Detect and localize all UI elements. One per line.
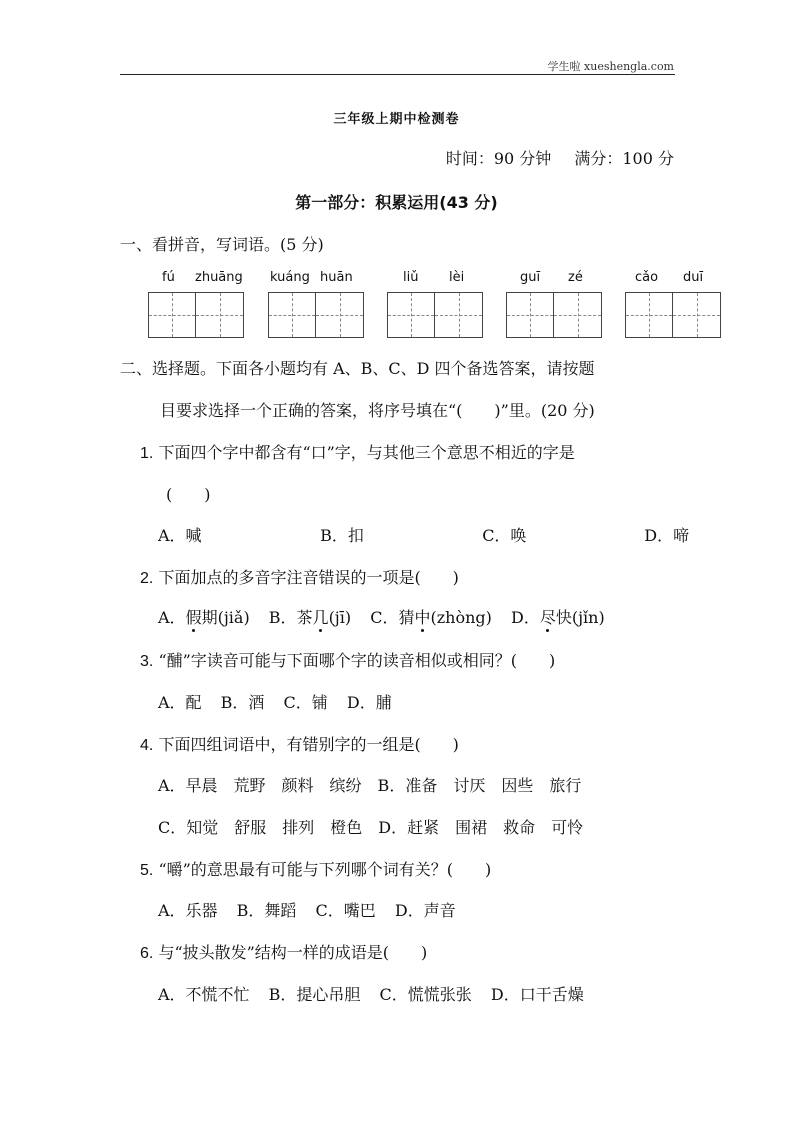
- question-3: [140, 648, 555, 671]
- option-d[interactable]: D．口干舌燥: [490, 985, 584, 1004]
- question-5: [140, 857, 491, 880]
- dotted-char: 几: [313, 605, 329, 628]
- option-c[interactable]: C．唤: [482, 526, 527, 545]
- question-text: 与“披头散发”结构一样的成语是( ): [158, 943, 428, 962]
- option-text: (zhòng): [430, 608, 492, 627]
- question-number: 2.: [140, 570, 154, 587]
- section-title: 一、看拼音，写词语。(5 分): [120, 235, 324, 254]
- option-text: 快(jǐn): [555, 608, 605, 627]
- pinyin-label: zé: [568, 270, 583, 285]
- option-d[interactable]: D．声音: [394, 901, 456, 920]
- option-b[interactable]: B．提心吊胆: [268, 985, 361, 1004]
- option-c[interactable]: C．嘴巴: [315, 901, 376, 920]
- question-number: 5.: [140, 862, 154, 879]
- writing-box[interactable]: [435, 292, 483, 338]
- pinyin-label: lèi: [449, 270, 465, 285]
- answer-blank[interactable]: ( ): [166, 485, 211, 504]
- option-a[interactable]: A．喊: [158, 526, 202, 545]
- pinyin-label: cǎo: [635, 270, 659, 285]
- option-text: 期(jiǎ): [201, 608, 250, 627]
- options-row: [158, 982, 584, 1005]
- question-number: 3.: [140, 653, 154, 670]
- writing-box[interactable]: [316, 292, 364, 338]
- dotted-char: 尽: [540, 605, 556, 628]
- options-row[interactable]: C．知觉 舒服 排列 橙色 D．赶紧 围裙 救命 可怜: [158, 818, 584, 837]
- option-b[interactable]: B．酒: [220, 693, 265, 712]
- pinyin-label: duī: [683, 270, 704, 285]
- option-a[interactable]: A．乐器: [158, 901, 218, 920]
- exam-score: 满分：100 分: [574, 149, 674, 168]
- option-d[interactable]: D．啼: [644, 526, 690, 545]
- writing-box[interactable]: [268, 292, 316, 338]
- options-row[interactable]: A．早晨 荒野 颜料 缤纷 B．准备 讨厌 因些 旅行: [158, 776, 582, 795]
- question-number: 4.: [140, 737, 154, 754]
- option-b[interactable]: B．舞蹈: [236, 901, 297, 920]
- question-text: 下面加点的多音字注音错误的一项是( ): [158, 568, 459, 587]
- option-a[interactable]: [158, 605, 250, 628]
- pinyin-label: guī: [520, 270, 541, 285]
- option-label: A．: [158, 608, 186, 627]
- option-c[interactable]: C．铺: [283, 693, 328, 712]
- option-label: B．茶: [268, 608, 313, 627]
- section-title-continued: 目要求选择一个正确的答案，将序号填在“( )”里。(20 分): [160, 401, 595, 420]
- option-b[interactable]: [269, 605, 351, 628]
- option-b[interactable]: B．扣: [320, 526, 364, 545]
- pinyin-label: kuáng: [270, 270, 310, 285]
- question-text: “嚼”的意思最有可能与下列哪个词有关？( ): [158, 860, 492, 879]
- question-number: 1.: [140, 445, 154, 462]
- pinyin-label: huān: [320, 270, 353, 285]
- writing-box[interactable]: [506, 292, 554, 338]
- writing-box[interactable]: [148, 292, 196, 338]
- option-a[interactable]: A．配: [158, 693, 202, 712]
- dotted-char: 假: [186, 605, 202, 628]
- option-c[interactable]: C．慌慌张张: [379, 985, 472, 1004]
- question-2: [140, 565, 459, 588]
- section-title: 二、选择题。下面各小题均有 A、B、C、D 四个备选答案，请按题: [120, 359, 595, 378]
- part-title: 第一部分：积累运用(43 分): [295, 193, 498, 212]
- question-number: 6.: [140, 945, 154, 962]
- header-source: 学生啦 xueshengla.com: [547, 60, 674, 73]
- question-text: “酺”字读音可能与下面哪个字的读音相似或相同？( ): [158, 651, 556, 670]
- writing-box[interactable]: [387, 292, 435, 338]
- writing-box[interactable]: [673, 292, 721, 338]
- writing-box[interactable]: [196, 292, 244, 338]
- question-1: [140, 440, 575, 463]
- options-row: [158, 605, 605, 628]
- writing-box[interactable]: [554, 292, 602, 338]
- question-4: [140, 732, 459, 755]
- option-d[interactable]: D．脯: [346, 693, 392, 712]
- option-d[interactable]: [511, 605, 605, 628]
- option-label: C．猜: [370, 608, 415, 627]
- option-text: (jī): [328, 608, 352, 627]
- header-divider: [120, 74, 675, 75]
- option-a[interactable]: A．不慌不忙: [158, 985, 250, 1004]
- page-title: 三年级上期中检测卷: [333, 112, 460, 127]
- question-text: 下面四组词语中，有错别字的一组是( ): [158, 735, 459, 754]
- option-c[interactable]: [370, 605, 492, 628]
- pinyin-label: liǔ: [403, 270, 419, 285]
- option-label: D．: [510, 608, 540, 627]
- options-row: [158, 523, 689, 546]
- exam-time: 时间：90 分钟: [445, 149, 552, 168]
- dotted-char: 中: [414, 605, 430, 628]
- writing-box[interactable]: [625, 292, 673, 338]
- question-text: 下面四个字中都含有“口”字，与其他三个意思不相近的字是: [158, 443, 575, 462]
- pinyin-label: zhuāng: [195, 270, 243, 285]
- pinyin-label: fú: [162, 270, 175, 285]
- options-row: [158, 690, 392, 713]
- exam-meta: [428, 146, 674, 169]
- question-6: [140, 940, 427, 963]
- options-row: [158, 898, 456, 921]
